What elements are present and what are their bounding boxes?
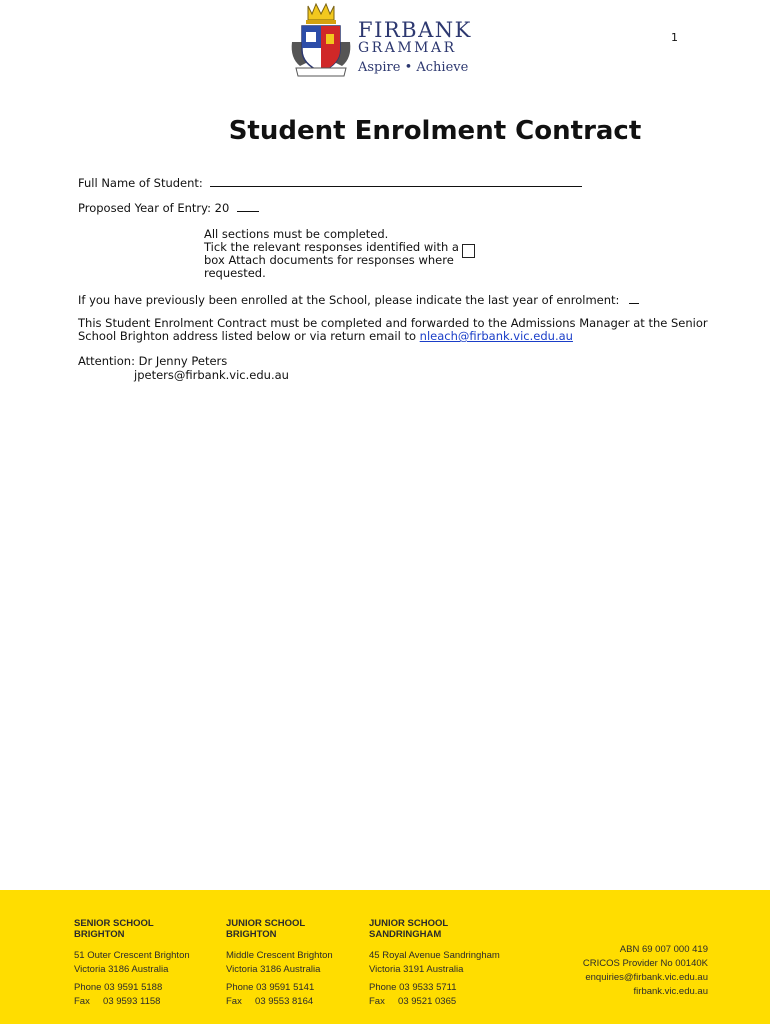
footer-phone: Phone 03 9591 5141 <box>226 982 315 993</box>
footer-phone: Phone 03 9591 5188 <box>74 982 163 993</box>
year-label: Proposed Year of Entry: 20 <box>78 201 230 215</box>
instructions-block <box>204 228 474 280</box>
footer-junior-brighton <box>226 918 333 1009</box>
instruction-line: requested. <box>204 266 266 280</box>
footer-heading: JUNIOR SCHOOL BRIGHTON <box>226 918 306 940</box>
footer <box>0 890 770 1024</box>
footer-address2: Victoria 3191 Australia <box>369 964 464 975</box>
footer-address1: Middle Crescent Brighton <box>226 950 333 961</box>
footer-website-link[interactable]: firbank.vic.edu.au <box>633 986 708 997</box>
page-title: Student Enrolment Contract <box>228 116 642 146</box>
footer-fax: Fax 03 9553 8164 <box>226 996 314 1007</box>
footer-junior-sandringham <box>369 918 500 1009</box>
instruction-line: box Attach documents for responses where <box>204 253 454 267</box>
footer-company-info <box>583 943 708 999</box>
year-field[interactable] <box>237 201 259 212</box>
full-name-field[interactable] <box>210 176 582 187</box>
footer-senior-brighton <box>74 918 190 1009</box>
footer-cricos: CRICOS Provider No 00140K <box>582 958 708 969</box>
footer-email-link[interactable]: enquiries@firbank.vic.edu.au <box>585 972 708 983</box>
footer-fax: Fax 03 9593 1158 <box>74 996 161 1007</box>
previous-enrolment-label: If you have previously been enrolled at the School, please indicate the last year of enrolment: <box>78 293 620 307</box>
tick-box-checkbox[interactable] <box>462 244 475 258</box>
footer-address2: Victoria 3186 Australia <box>74 964 169 975</box>
footer-phone: Phone 03 9533 5711 <box>369 982 457 993</box>
footer-heading: JUNIOR SCHOOL SANDRINGHAM <box>369 918 449 940</box>
footer-address1: 45 Royal Avenue Sandringham <box>369 950 500 961</box>
school-logo <box>288 2 478 80</box>
previous-enrolment-row <box>78 293 639 307</box>
full-name-row <box>78 176 582 190</box>
footer-fax: Fax 03 9521 0365 <box>369 996 457 1007</box>
footer-address1: 51 Outer Crescent Brighton <box>74 950 190 961</box>
admissions-email-link[interactable]: nleach@firbank.vic.edu.au <box>419 329 573 343</box>
contract-line-2-text: School Brighton address listed below or via return email to <box>78 329 417 343</box>
instruction-line: All sections must be completed. <box>204 227 389 241</box>
footer-address2: Victoria 3186 Australia <box>226 964 321 975</box>
instruction-line: Tick the relevant responses identified with a <box>204 240 459 254</box>
page-number: 1 <box>671 31 678 44</box>
school-sub: GRAMMAR <box>358 40 457 56</box>
attention-line: Attention: Dr Jenny Peters <box>78 354 228 368</box>
full-name-label: Full Name of Student: <box>78 176 203 190</box>
contract-line-1: This Student Enrolment Contract must be completed and forwarded to the Admissions Manager at the Senior <box>78 316 708 330</box>
footer-abn: ABN 69 007 000 419 <box>619 944 708 955</box>
contract-line-2 <box>78 330 573 343</box>
attention-email: jpeters@firbank.vic.edu.au <box>134 368 289 382</box>
previous-enrolment-field[interactable] <box>629 293 639 304</box>
crest-icon <box>288 2 354 78</box>
school-tagline: Aspire • Achieve <box>358 60 469 75</box>
school-name: FIRBANK <box>358 18 472 42</box>
footer-heading: SENIOR SCHOOL BRIGHTON <box>74 918 154 940</box>
year-row <box>78 201 259 215</box>
